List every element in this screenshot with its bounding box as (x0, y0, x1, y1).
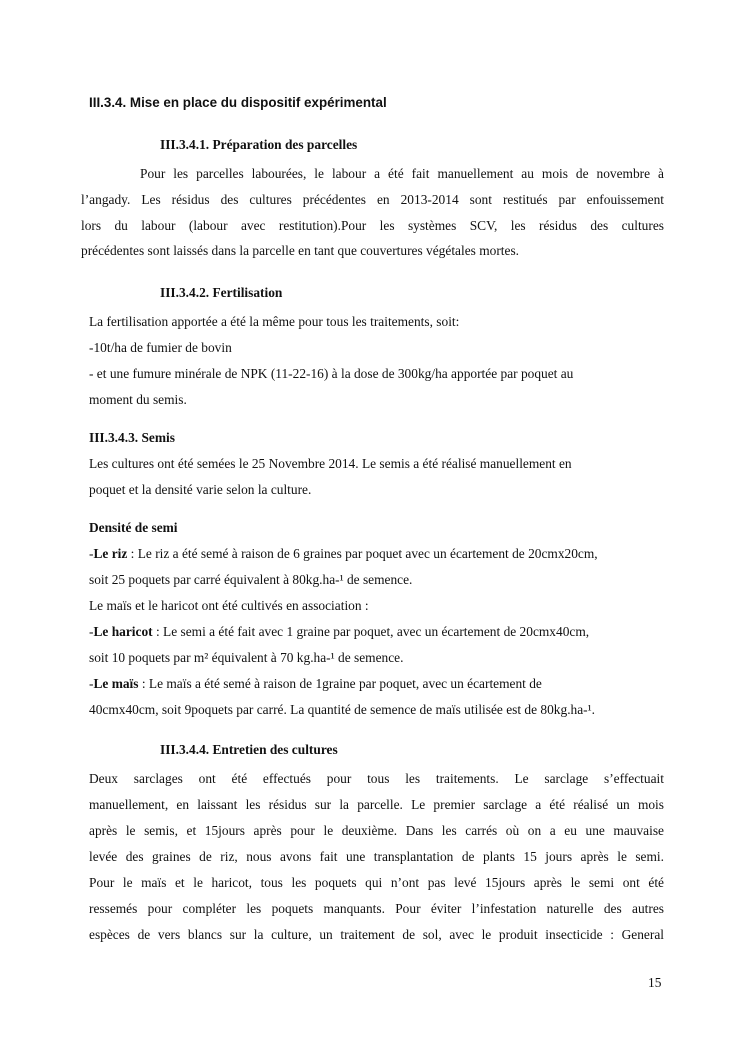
text-line: Deux sarclages ont été effectués pour tous les traitements. Le sarclage s’effectuait (89, 771, 664, 786)
text-fragment: : Le semi a été fait avec 1 graine par poquet, avec un écartement de 20cmx40cm, (152, 624, 590, 639)
crop-label-haricot: Le haricot (93, 624, 153, 639)
text-line: poquet et la densité varie selon la culture. (89, 482, 312, 497)
text-line: La fertilisation apportée a été la même pour tous les traitements, soit: (89, 314, 460, 329)
text-line: lors du labour (labour avec restitution).Pour les systèmes SCV, les résidus des cultures (81, 218, 664, 233)
text-line: Pour le maïs et le haricot, tous les poquets qui n’ont pas levé 15jours après le semi ont été (89, 875, 664, 890)
text-line: précédentes sont laissés dans la parcelle en tant que couvertures végétales mortes. (81, 243, 520, 258)
text-line: moment du semis. (89, 392, 187, 407)
text-line: soit 25 poquets par carré équivalent à 80kg.ha-¹ de semence. (89, 572, 413, 587)
text-line: 40cmx40cm, soit 9poquets par carré. La quantité de semence de maïs utilisée est de 80kg.ha-¹. (89, 702, 595, 717)
text-fragment: : Le maïs a été semé à raison de 1graine par poquet, avec un écartement de (138, 676, 542, 691)
density-haricot-line (89, 624, 589, 640)
dash: - (89, 676, 94, 691)
subsection-heading-3-3-4-1: III.3.4.1. Préparation des parcelles (160, 137, 358, 152)
text-line: soit 10 poquets par m² équivalent à 70 kg.ha-¹ de semence. (89, 650, 404, 665)
text-line: espèces de vers blancs sur la culture, un traitement de sol, avec le produit insecticide : General (89, 927, 664, 942)
subsection-heading-3-3-4-2: III.3.4.2. Fertilisation (160, 285, 283, 300)
density-riz-line (89, 546, 598, 562)
text-line: après le semis, et 15jours après pour le deuxième. Dans les carrés où on a eu une mauvaise (89, 823, 664, 838)
text-line: l’angady. Les résidus des cultures précédentes en 2013-2014 sont restitués par enfouissement (81, 192, 664, 207)
text-line: levée des graines de riz, nous avons fait une transplantation de plants 15 jours après le semi. (89, 849, 664, 864)
subsection-heading-3-3-4-4: III.3.4.4. Entretien des cultures (160, 742, 338, 757)
text-fragment: : Le riz a été semé à raison de 6 graines par poquet avec un écartement de 20cmx20cm, (127, 546, 598, 561)
dash: - (89, 624, 94, 639)
subsection-heading-3-3-4-3: III.3.4.3. Semis (89, 430, 175, 445)
text-line: Pour les parcelles labourées, le labour a été fait manuellement au mois de novembre à (140, 166, 664, 181)
text-line: - et une fumure minérale de NPK (11-22-16) à la dose de 300kg/ha apportée par poquet au (89, 366, 574, 381)
page-number: 15 (648, 975, 662, 990)
crop-label-riz: Le riz (93, 546, 128, 561)
text-line: -10t/ha de fumier de bovin (89, 340, 232, 355)
density-mais-line (89, 676, 542, 692)
association-line: Le maïs et le haricot ont été cultivés en association : (89, 598, 369, 613)
text-line: ressemés pour compléter les poquets manquants. Pour éviter l’infestation naturelle des autres (89, 901, 664, 916)
density-heading: Densité de semi (89, 520, 178, 535)
section-heading-3-3-4: III.3.4. Mise en place du dispositif expérimental (89, 95, 387, 110)
crop-label-mais: Le maïs (93, 676, 139, 691)
text-line: Les cultures ont été semées le 25 Novembre 2014. Le semis a été réalisé manuellement en (89, 456, 572, 471)
dash: - (89, 546, 94, 561)
text-line: manuellement, en laissant les résidus sur la parcelle. Le premier sarclage a été réalisé un mois (89, 797, 664, 812)
